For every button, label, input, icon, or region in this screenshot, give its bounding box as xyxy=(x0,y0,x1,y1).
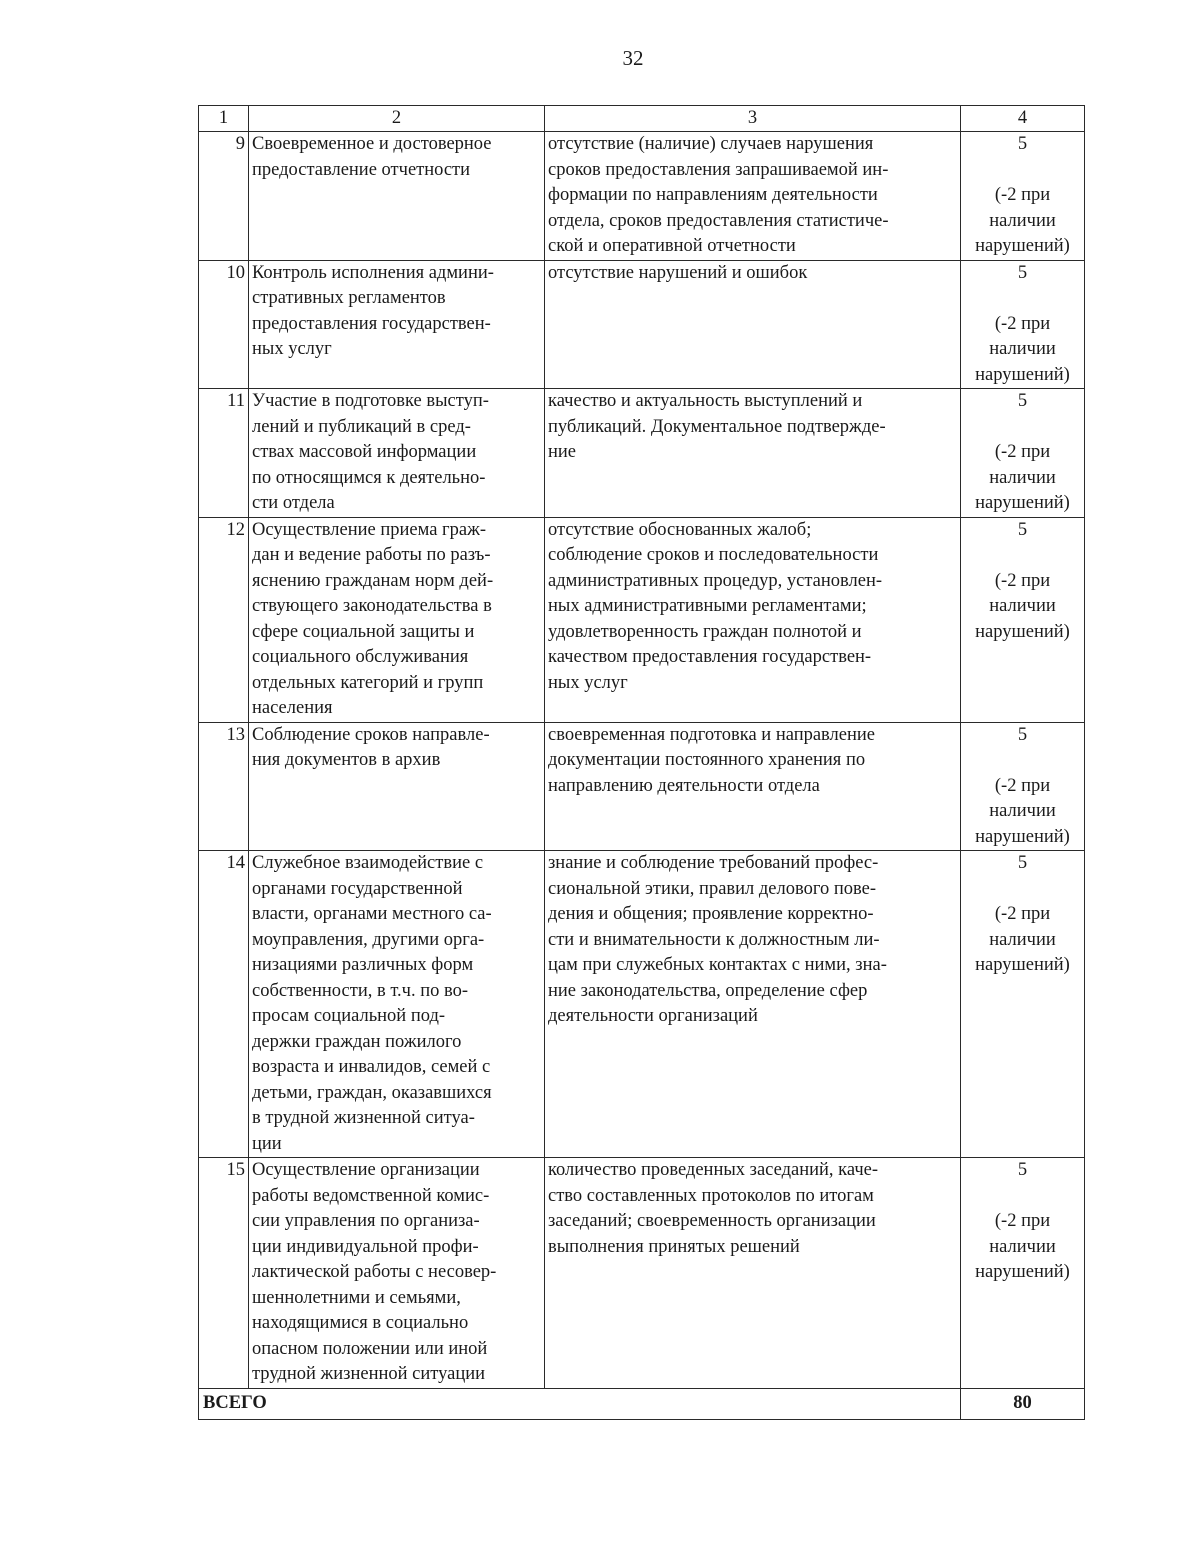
criterion-line: моуправления, другими орга- xyxy=(252,929,485,950)
indicator-line: соблюдение сроков и последовательности xyxy=(548,545,879,565)
criterion-line: стративных регламентов xyxy=(252,288,446,308)
indicator-cell xyxy=(545,517,961,722)
criteria-table-body xyxy=(199,106,1085,1420)
score-value: 5 xyxy=(1017,262,1028,283)
criterion-line: ции xyxy=(252,1133,282,1154)
indicator-line: количество проведенных заседаний, каче- xyxy=(548,1160,879,1180)
indicator-line: выполнения принятых решений xyxy=(548,1236,800,1257)
criterion-line: предоставления государствен- xyxy=(252,313,491,334)
criterion-line: Своевременное и достоверное xyxy=(252,134,492,154)
criterion-cell xyxy=(249,722,545,851)
score-penalty-note: (-2 при xyxy=(994,185,1051,205)
score-penalty-note: нарушений) xyxy=(975,493,1070,513)
score-cell xyxy=(961,389,1085,518)
row-number: 12 xyxy=(199,517,249,722)
criterion-line: лений и публикаций в сред- xyxy=(252,416,471,437)
criterion-cell xyxy=(249,1158,545,1389)
score-cell xyxy=(961,132,1085,261)
score-spacer xyxy=(964,877,1081,903)
score-value: 5 xyxy=(1017,519,1028,540)
criterion-line: ции индивидуальной профи- xyxy=(252,1236,479,1257)
criterion-line: Осуществление приема граж- xyxy=(252,519,487,540)
score-penalty-note: нарушений) xyxy=(975,236,1070,256)
score-value: 5 xyxy=(1017,1160,1028,1180)
indicator-line: направлению деятельности отдела xyxy=(548,775,820,796)
criterion-line: дан и ведение работы по разъ- xyxy=(252,545,491,565)
criterion-line: трудной жизненной ситуации xyxy=(252,1364,486,1384)
criterion-line: опасном положении или иной xyxy=(252,1338,488,1359)
table-row xyxy=(199,517,1085,722)
indicator-line: качество и актуальность выступлений и xyxy=(548,391,863,411)
criterion-cell xyxy=(249,851,545,1158)
score-penalty-note: наличии xyxy=(989,801,1056,821)
score-penalty-note: (-2 при xyxy=(994,904,1051,924)
score-penalty-note: наличии xyxy=(989,596,1056,616)
score-spacer xyxy=(964,286,1081,312)
score-cell xyxy=(961,517,1085,722)
score-penalty-note: нарушений) xyxy=(975,955,1070,975)
criterion-line: власти, органами местного са- xyxy=(252,904,492,924)
indicator-cell xyxy=(545,851,961,1158)
score-penalty-note: (-2 при xyxy=(994,775,1051,796)
criterion-line: по относящимся к деятельно- xyxy=(252,467,486,488)
score-penalty-note: нарушений) xyxy=(975,364,1070,385)
header-col-4: 4 xyxy=(961,106,1085,132)
indicator-line: документации постоянного хранения по xyxy=(548,750,866,770)
score-spacer xyxy=(964,1184,1081,1210)
indicator-line: ние законодательства, определение сфер xyxy=(548,980,868,1001)
criterion-line: собственности, в т.ч. по во- xyxy=(252,980,468,1001)
indicator-line: качеством предоставления государствен- xyxy=(548,647,872,667)
indicator-line: ство составленных протоколов по итогам xyxy=(548,1185,874,1206)
indicator-line: ние xyxy=(548,442,577,462)
criterion-line: Осуществление организации xyxy=(252,1160,480,1180)
table-row xyxy=(199,260,1085,389)
indicator-line: ных услуг xyxy=(548,672,628,693)
score-spacer xyxy=(964,748,1081,774)
score-cell xyxy=(961,851,1085,1158)
score-cell xyxy=(961,260,1085,389)
score-cell xyxy=(961,1158,1085,1389)
score-value: 5 xyxy=(1017,724,1028,745)
criterion-line: сти отдела xyxy=(252,493,335,513)
indicator-line: дения и общения; проявление корректно- xyxy=(548,904,874,924)
indicator-line: отсутствие нарушений и ошибок xyxy=(548,262,808,283)
indicator-line: заседаний; своевременность организации xyxy=(548,1211,876,1231)
score-penalty-note: наличии xyxy=(989,1236,1056,1257)
indicator-line: ных административными регламентами; xyxy=(548,596,867,616)
score-spacer xyxy=(964,158,1081,184)
header-col-1: 1 xyxy=(199,106,249,132)
criterion-line: ния документов в архив xyxy=(252,750,441,770)
criterion-line: в трудной жизненной ситуа- xyxy=(252,1108,475,1128)
score-penalty-note: (-2 при xyxy=(994,570,1051,591)
score-spacer xyxy=(964,415,1081,441)
criterion-cell xyxy=(249,260,545,389)
criterion-cell xyxy=(249,132,545,261)
criterion-line: шеннолетними и семьями, xyxy=(252,1287,461,1308)
score-penalty-note: наличии xyxy=(989,467,1056,488)
criterion-cell xyxy=(249,517,545,722)
criterion-line: находящимися в социально xyxy=(252,1313,469,1333)
row-number: 15 xyxy=(199,1158,249,1389)
score-penalty-note: (-2 при xyxy=(994,313,1051,334)
criterion-line: просам социальной под- xyxy=(252,1006,446,1026)
indicator-cell xyxy=(545,260,961,389)
table-row xyxy=(199,132,1085,261)
row-number: 10 xyxy=(199,260,249,389)
criterion-line: населения xyxy=(252,698,333,718)
criterion-line: работы ведомственной комис- xyxy=(252,1185,490,1206)
indicator-line: отдела, сроков предоставления статистиче- xyxy=(548,210,889,231)
score-value: 5 xyxy=(1017,134,1028,154)
header-col-2: 2 xyxy=(249,106,545,132)
criterion-line: Контроль исполнения админи- xyxy=(252,262,494,283)
indicator-cell xyxy=(545,389,961,518)
row-number: 14 xyxy=(199,851,249,1158)
criterion-line: возраста и инвалидов, семей с xyxy=(252,1057,491,1077)
score-penalty-note: нарушений) xyxy=(975,1262,1070,1282)
score-spacer xyxy=(964,543,1081,569)
score-penalty-note: нарушений) xyxy=(975,826,1070,847)
criteria-table xyxy=(198,105,1085,1420)
indicator-cell xyxy=(545,722,961,851)
criterion-line: сии управления по организа- xyxy=(252,1211,480,1231)
criterion-line: предоставление отчетности xyxy=(252,159,471,180)
indicator-line: сиональной этики, правил делового пове- xyxy=(548,878,877,899)
criterion-line: Участие в подготовке выступ- xyxy=(252,391,489,411)
criterion-line: ных услуг xyxy=(252,339,332,359)
row-number: 11 xyxy=(199,389,249,518)
criterion-line: держки граждан пожилого xyxy=(252,1031,462,1052)
indicator-line: отсутствие (наличие) случаев нарушения xyxy=(548,134,874,154)
table-row xyxy=(199,389,1085,518)
score-penalty-note: наличии xyxy=(989,210,1056,231)
table-row xyxy=(199,851,1085,1158)
criterion-line: социального обслуживания xyxy=(252,647,469,667)
criterion-line: ствующего законодательства в xyxy=(252,596,492,616)
table-row xyxy=(199,1158,1085,1389)
indicator-line: своевременная подготовка и направление xyxy=(548,724,876,745)
criterion-line: Служебное взаимодействие с xyxy=(252,853,484,873)
score-penalty-note: (-2 при xyxy=(994,1211,1051,1231)
indicator-line: знание и соблюдение требований профес- xyxy=(548,853,879,873)
criterion-line: органами государственной xyxy=(252,878,463,899)
row-number: 13 xyxy=(199,722,249,851)
indicator-line: административных процедур, установлен- xyxy=(548,570,883,591)
indicator-line: деятельности организаций xyxy=(548,1006,758,1026)
score-value: 5 xyxy=(1017,391,1028,411)
criterion-line: лактической работы с несовер- xyxy=(252,1262,497,1282)
score-penalty-note: наличии xyxy=(989,339,1056,359)
score-penalty-note: наличии xyxy=(989,929,1056,950)
header-row xyxy=(199,106,1085,132)
page-number: 32 xyxy=(622,46,644,70)
header-col-3: 3 xyxy=(545,106,961,132)
indicator-line: сроков предоставления запрашиваемой ин- xyxy=(548,159,889,180)
criterion-line: низациями различных форм xyxy=(252,955,474,975)
score-penalty-note: (-2 при xyxy=(994,442,1051,462)
score-value: 5 xyxy=(1017,853,1028,873)
criterion-line: отдельных категорий и групп xyxy=(252,672,484,693)
score-cell xyxy=(961,722,1085,851)
criterion-cell xyxy=(249,389,545,518)
criterion-line: яснению гражданам норм дей- xyxy=(252,570,494,591)
indicator-cell xyxy=(545,132,961,261)
row-number: 9 xyxy=(199,132,249,261)
indicator-line: сти и внимательности к должностным ли- xyxy=(548,929,880,950)
criterion-line: сфере социальной защиты и xyxy=(252,621,475,642)
table-row xyxy=(199,722,1085,851)
criterion-line: ствах массовой информации xyxy=(252,442,477,462)
indicator-cell xyxy=(545,1158,961,1389)
total-row xyxy=(199,1388,1085,1419)
criterion-line: Соблюдение сроков направле- xyxy=(252,724,490,745)
criterion-line: детьми, граждан, оказавшихся xyxy=(252,1082,492,1103)
total-value: 80 xyxy=(961,1388,1085,1419)
indicator-line: цам при служебных контактах с ними, зна- xyxy=(548,955,887,975)
score-penalty-note: нарушений) xyxy=(975,621,1070,642)
indicator-line: публикаций. Документальное подтвержде- xyxy=(548,416,886,437)
total-label: ВСЕГО xyxy=(199,1388,961,1419)
indicator-line: формации по направлениям деятельности xyxy=(548,185,878,205)
indicator-line: удовлетворенность граждан полнотой и xyxy=(548,621,862,642)
indicator-line: отсутствие обоснованных жалоб; xyxy=(548,519,812,540)
indicator-line: ской и оперативной отчетности xyxy=(548,236,796,256)
